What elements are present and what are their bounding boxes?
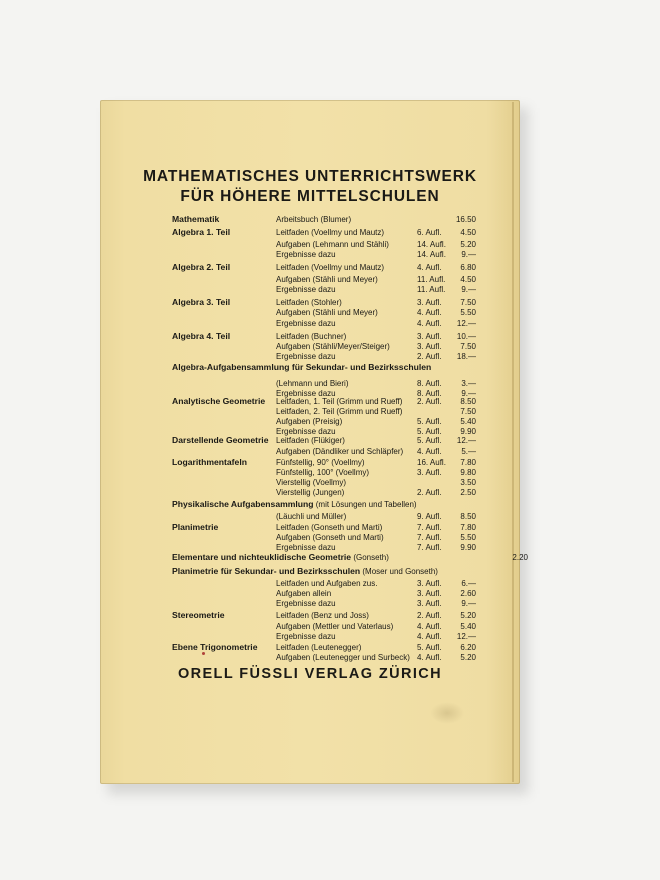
row-title: Leitfaden (Leutenegger) [276, 643, 362, 652]
series-heading: Algebra-Aufgabensammlung für Sekundar- und Bezirksschulen [172, 362, 432, 372]
row-edition: 4. Aufl. [417, 622, 442, 631]
book-row [100, 598, 520, 609]
book-row [100, 214, 520, 225]
row-edition: 5. Aufl. [417, 436, 442, 445]
row-title: Aufgaben (Mettler und Vaterlaus) [276, 622, 394, 631]
row-price: 7.80 [460, 458, 476, 467]
row-title: (Lehmann und Bieri) [276, 379, 349, 388]
row-title: Fünfstellig, 100° (Voellmy) [276, 468, 370, 477]
row-title: Ergebnisse dazu [276, 250, 336, 259]
row-title: Leitfaden (Benz und Joss) [276, 611, 369, 620]
book-back-cover [100, 100, 528, 784]
row-edition: 4. Aufl. [417, 447, 442, 456]
row-title: Aufgaben (Gonseth und Marti) [276, 533, 384, 542]
book-row [100, 652, 520, 663]
row-subject: Planimetrie [172, 522, 219, 532]
row-subject: Algebra 2. Teil [172, 262, 231, 272]
row-edition: 3. Aufl. [417, 589, 442, 598]
row-edition: 4. Aufl. [417, 632, 442, 641]
row-price: 12.— [456, 436, 476, 445]
row-price: 12.— [456, 319, 476, 328]
row-edition: 5. Aufl. [417, 427, 442, 436]
row-price: 6.80 [460, 263, 476, 272]
row-title: Leitfaden (Voellmy und Mautz) [276, 263, 385, 272]
series-heading-row [172, 552, 528, 563]
row-edition: 7. Aufl. [417, 523, 442, 532]
row-price: 3.— [461, 379, 476, 388]
row-title: Ergebnisse dazu [276, 543, 336, 552]
row-price: 5.50 [460, 533, 476, 542]
row-title: Leitfaden (Flükiger) [276, 436, 345, 445]
row-subject: Algebra 1. Teil [172, 227, 231, 237]
row-title: Leitfaden, 1. Teil (Grimm und Rueff) [276, 397, 403, 406]
series-authors: (mit Lösungen und Tabellen) [313, 500, 417, 509]
row-price: 9.80 [460, 468, 476, 477]
row-subject: Stereometrie [172, 610, 225, 620]
book-row [100, 610, 520, 621]
row-edition: 2. Aufl. [417, 611, 442, 620]
row-title: Ergebnisse dazu [276, 352, 336, 361]
cover-text [100, 100, 528, 784]
row-price: 5.50 [460, 308, 476, 317]
row-edition: 7. Aufl. [417, 533, 442, 542]
row-price: 5.40 [460, 622, 476, 631]
row-title: Aufgaben allein [276, 589, 332, 598]
row-edition: 5. Aufl. [417, 417, 442, 426]
row-subject: Analytische Geometrie [172, 396, 266, 406]
row-price: 10.— [456, 332, 476, 341]
row-edition: 3. Aufl. [417, 579, 442, 588]
book-row [100, 262, 520, 273]
row-title: Aufgaben (Dändliker und Schläpfer) [276, 447, 404, 456]
series-heading: Elementare und nichteuklidische Geometrie [172, 552, 352, 562]
book-row [100, 511, 520, 522]
row-price: 7.50 [460, 407, 476, 416]
series-authors: (Gonseth) [351, 553, 389, 562]
row-price: 5.— [461, 447, 476, 456]
row-edition: 16. Aufl. [417, 458, 446, 467]
row-title: Aufgaben (Preisig) [276, 417, 343, 426]
row-edition: 2. Aufl. [417, 352, 442, 361]
row-title: Ergebnisse dazu [276, 427, 336, 436]
book-row [100, 284, 520, 295]
series-heading: Planimetrie für Sekundar- und Bezirksschulen [172, 566, 361, 576]
row-edition: 4. Aufl. [417, 319, 442, 328]
row-price: 16.50 [455, 215, 476, 224]
row-title: Aufgaben (Leutenegger und Surbeck) [276, 653, 410, 662]
row-edition: 3. Aufl. [417, 332, 442, 341]
row-price: 6.20 [460, 643, 476, 652]
row-title: Leitfaden (Voellmy und Mautz) [276, 228, 385, 237]
series-heading-row [172, 499, 502, 510]
row-edition: 4. Aufl. [417, 653, 442, 662]
row-edition: 11. Aufl. [417, 285, 446, 294]
row-title: Ergebnisse dazu [276, 599, 336, 608]
row-price: 8.50 [460, 512, 476, 521]
row-price: 9.— [461, 285, 476, 294]
row-price: 9.90 [460, 543, 476, 552]
series-heading-row [172, 566, 502, 577]
heading-line-2: FÜR HÖHERE MITTELSCHULEN [180, 188, 440, 205]
row-subject: Algebra 4. Teil [172, 331, 231, 341]
row-edition: 9. Aufl. [417, 512, 442, 521]
row-edition: 3. Aufl. [417, 599, 442, 608]
book-row [100, 631, 520, 642]
row-price: 9.90 [460, 427, 476, 436]
row-title: Ergebnisse dazu [276, 389, 336, 398]
series-heading-row [172, 362, 502, 373]
row-title: Ergebnisse dazu [276, 632, 336, 641]
book-row [100, 351, 520, 362]
heading-line-1: MATHEMATISCHES UNTERRICHTSWERK [143, 168, 477, 185]
row-price: 9.— [461, 389, 476, 398]
row-price: 2.50 [460, 488, 476, 497]
row-subject: Logarithmentafeln [172, 457, 247, 467]
red-speck [202, 652, 205, 655]
row-price: 12.— [456, 632, 476, 641]
row-edition: 2. Aufl. [417, 397, 442, 406]
row-edition: 6. Aufl. [417, 228, 442, 237]
row-price: 5.20 [460, 240, 476, 249]
row-title: Vierstellig (Voellmy) [276, 478, 347, 487]
series-heading: Physikalische Aufgabensammlung [172, 499, 314, 509]
row-price: 8.50 [460, 397, 476, 406]
row-subject: Algebra 3. Teil [172, 297, 231, 307]
row-title: Leitfaden (Gonseth und Marti) [276, 523, 383, 532]
row-price: 7.80 [460, 523, 476, 532]
row-title: Fünfstellig, 90° (Voellmy) [276, 458, 365, 467]
book-row [100, 307, 520, 318]
row-price: 7.50 [460, 342, 476, 351]
row-edition: 3. Aufl. [417, 298, 442, 307]
row-price: 6.— [461, 579, 476, 588]
row-edition: 14. Aufl. [417, 250, 446, 259]
row-edition: 4. Aufl. [417, 263, 442, 272]
row-edition: 11. Aufl. [417, 275, 446, 284]
row-title: Aufgaben (Stähli/Meyer/Steiger) [276, 342, 390, 351]
row-price: 5.20 [460, 653, 476, 662]
row-price: 5.40 [460, 417, 476, 426]
row-title: (Läuchli und Müller) [276, 512, 347, 521]
series-price: 2.20 [512, 553, 528, 562]
row-subject: Ebene Trigonometrie [172, 642, 258, 652]
row-price: 9.— [461, 250, 476, 259]
row-edition: 14. Aufl. [417, 240, 446, 249]
row-subject: Darstellende Geometrie [172, 435, 269, 445]
row-title: Aufgaben (Stähli und Meyer) [276, 308, 378, 317]
row-price: 9.— [461, 599, 476, 608]
row-title: Leitfaden (Stohler) [276, 298, 342, 307]
row-price: 18.— [456, 352, 476, 361]
book-row [100, 318, 520, 329]
row-title: Leitfaden, 2. Teil (Grimm und Rueff) [276, 407, 403, 416]
book-row [100, 487, 520, 498]
book-row [100, 249, 520, 260]
row-edition: 2. Aufl. [417, 488, 442, 497]
row-edition: 7. Aufl. [417, 543, 442, 552]
book-row [100, 227, 520, 238]
row-edition: 3. Aufl. [417, 468, 442, 477]
row-edition: 4. Aufl. [417, 308, 442, 317]
row-edition: 8. Aufl. [417, 389, 442, 398]
row-price: 7.50 [460, 298, 476, 307]
row-title: Aufgaben (Lehmann und Stähli) [276, 240, 389, 249]
row-title: Leitfaden (Buchner) [276, 332, 347, 341]
book-row [100, 446, 520, 457]
row-price: 5.20 [460, 611, 476, 620]
row-title: Ergebnisse dazu [276, 285, 336, 294]
row-edition: 3. Aufl. [417, 342, 442, 351]
row-subject: Mathematik [172, 214, 220, 224]
row-title: Leitfaden und Aufgaben zus. [276, 579, 378, 588]
series-authors: (Moser und Gonseth) [360, 567, 438, 576]
row-price: 4.50 [460, 228, 476, 237]
row-title: Arbeitsbuch (Blumer) [276, 215, 352, 224]
row-price: 3.50 [460, 478, 476, 487]
book-row [100, 435, 520, 446]
row-edition: 8. Aufl. [417, 379, 442, 388]
row-price: 2.60 [460, 589, 476, 598]
row-edition: 5. Aufl. [417, 643, 442, 652]
row-title: Ergebnisse dazu [276, 319, 336, 328]
row-title: Vierstellig (Jungen) [276, 488, 345, 497]
publisher-name: ORELL FÜSSLI VERLAG ZÜRICH [177, 666, 443, 682]
row-price: 4.50 [460, 275, 476, 284]
row-title: Aufgaben (Stähli und Meyer) [276, 275, 378, 284]
